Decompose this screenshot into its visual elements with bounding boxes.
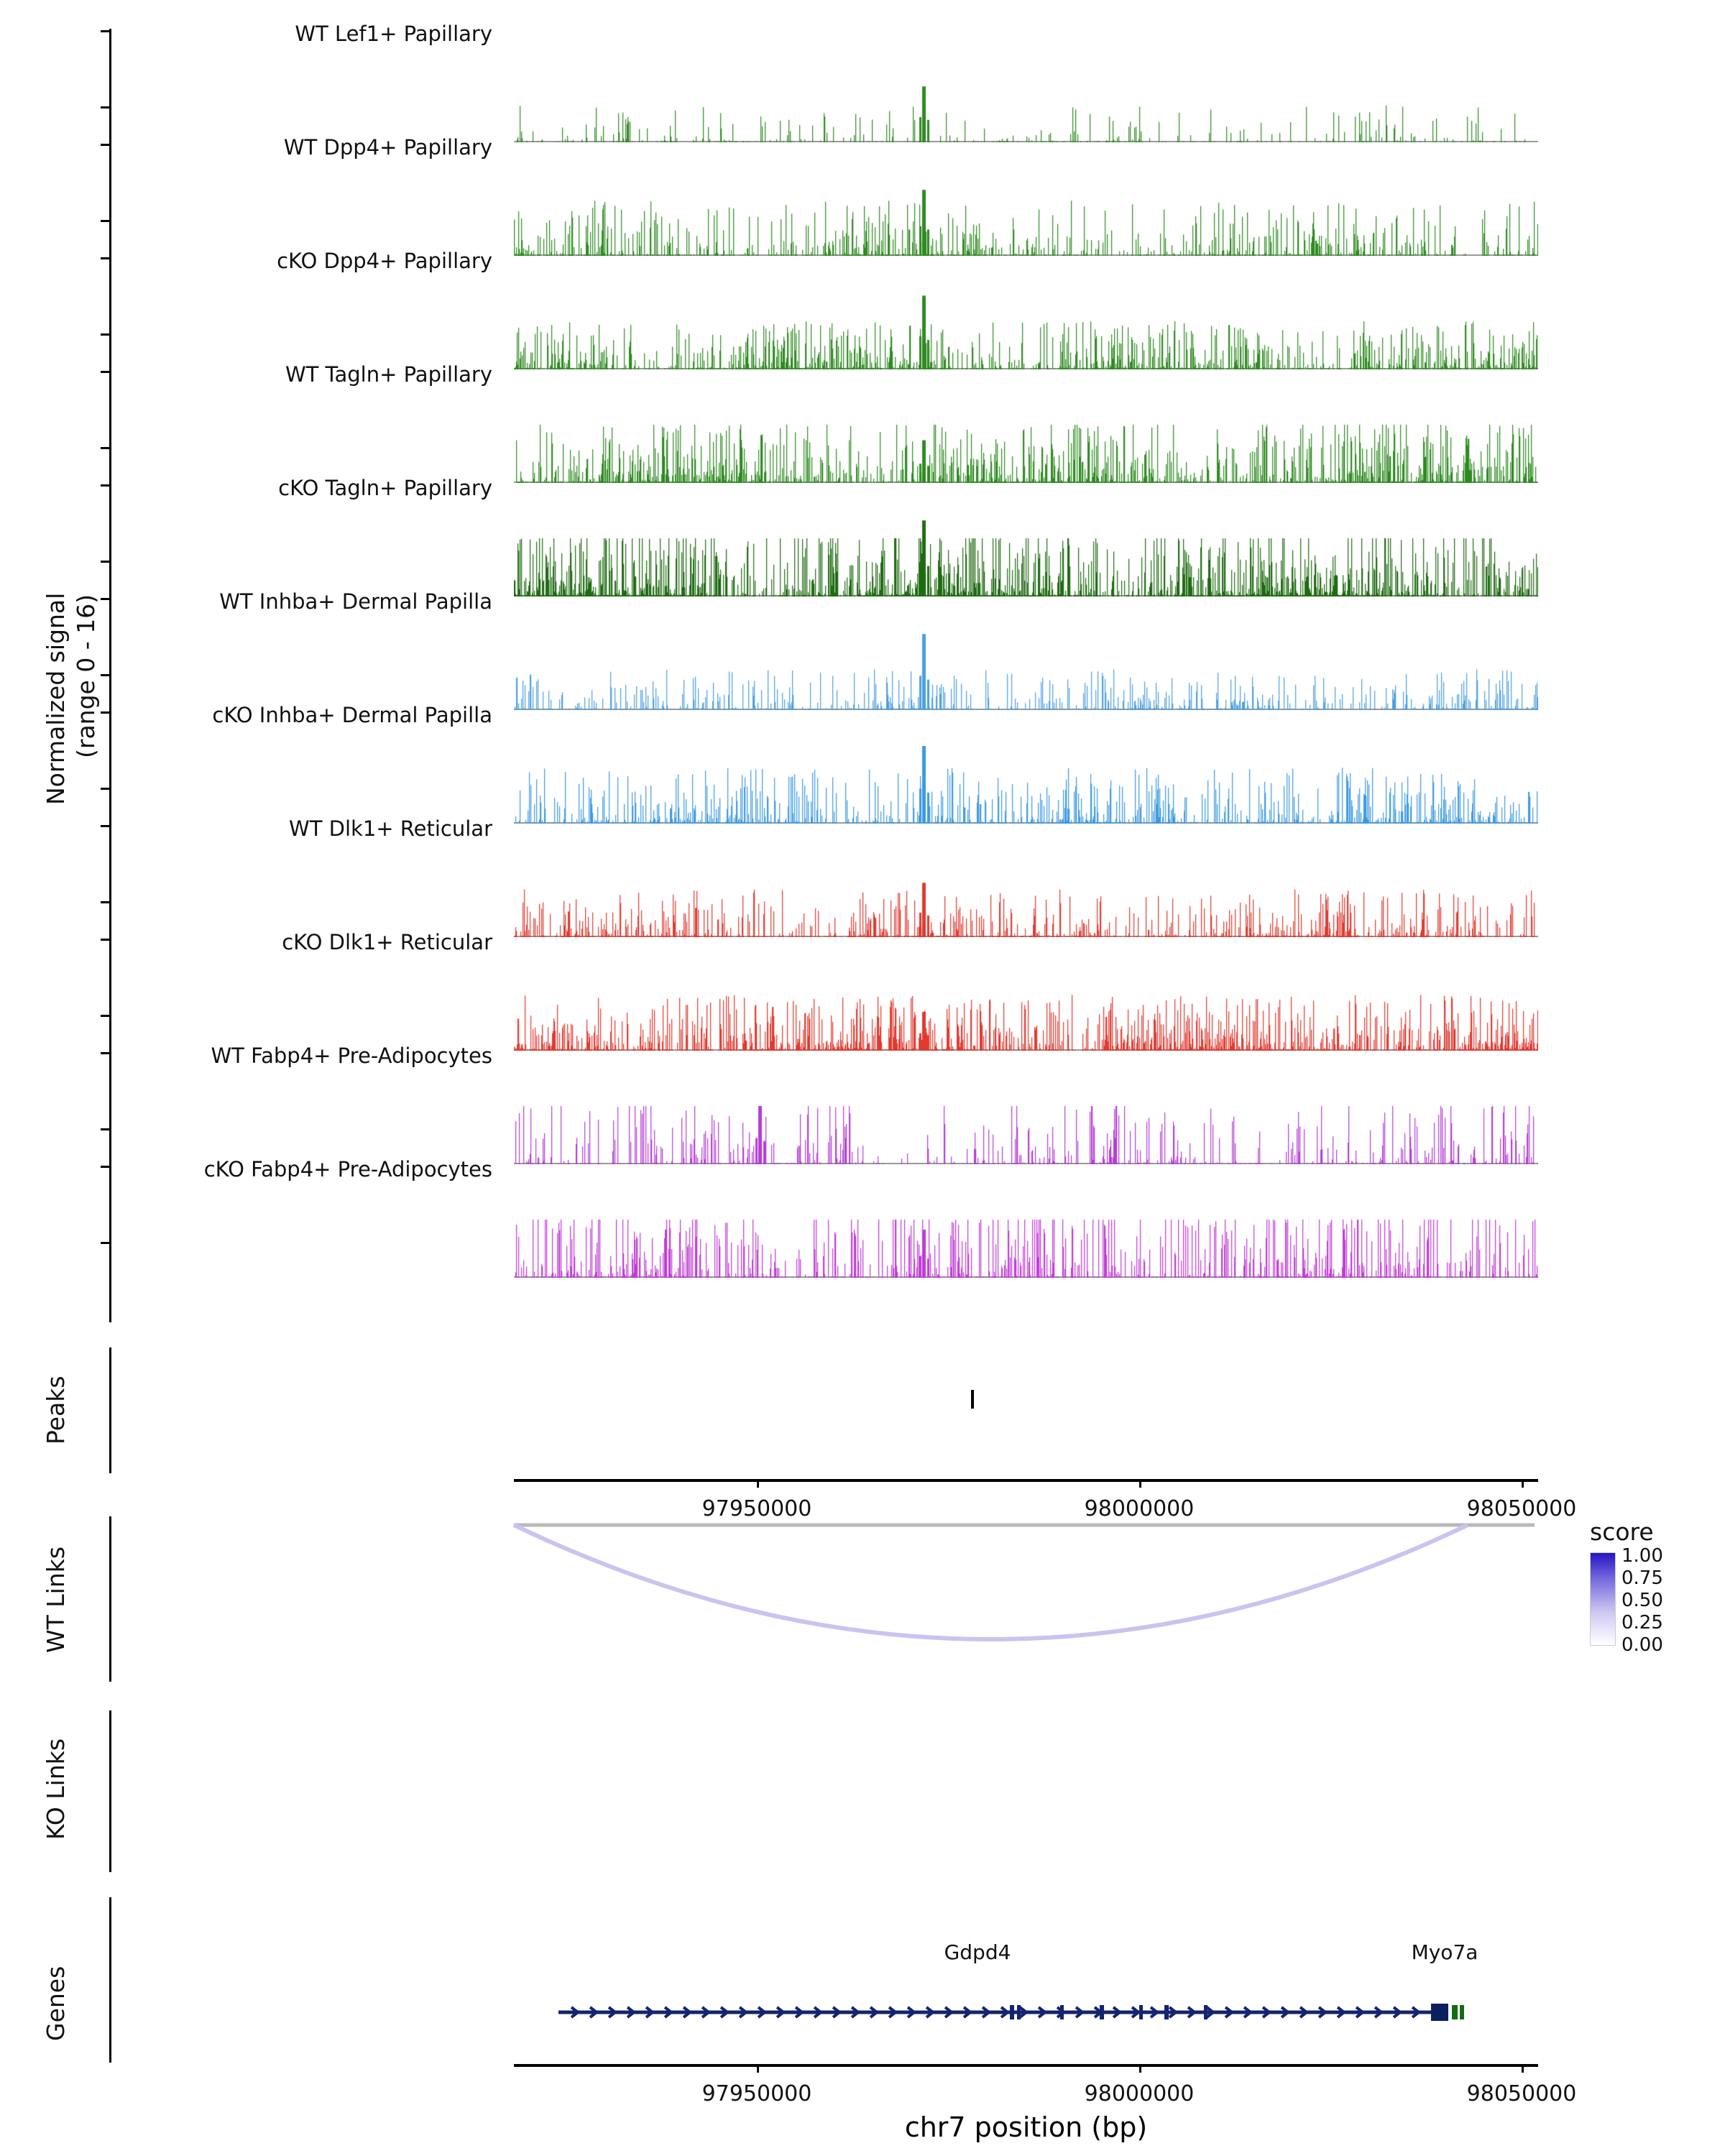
- track-label: WT Dpp4+ Papillary: [283, 135, 492, 160]
- track-signal-canvas: [514, 1200, 1538, 1278]
- y-axis-tick: [101, 561, 111, 563]
- ko-links-panel-spine: [109, 1710, 111, 1872]
- legend-colorbar: [1590, 1552, 1616, 1646]
- genes-x-axis: [514, 2064, 1538, 2067]
- y-axis-tick: [101, 333, 111, 336]
- track-label: WT Fabp4+ Pre-Adipocytes: [211, 1044, 492, 1068]
- genes-x-ticklabel: 97950000: [702, 2081, 812, 2106]
- signal-track: [514, 746, 1538, 824]
- track-label: cKO Inhba+ Dermal Papilla: [212, 703, 492, 727]
- peaks-x-tick: [1139, 1479, 1141, 1488]
- peak-mark: [971, 1390, 974, 1409]
- track-signal-canvas: [514, 178, 1538, 256]
- signal-track: [514, 178, 1538, 256]
- genes-x-tick: [1522, 2064, 1524, 2073]
- y-axis-tick: [101, 1166, 111, 1168]
- track-signal-canvas: [514, 519, 1538, 596]
- genes-x-tick: [757, 2064, 759, 2073]
- y-axis-tick: [101, 1242, 111, 1244]
- genes-x-ticklabel: 98000000: [1084, 2081, 1195, 2106]
- genes-x-tick: [1139, 2064, 1141, 2073]
- panel-label-genes: Genes: [42, 1966, 70, 2041]
- y-axis-tick: [101, 257, 111, 259]
- track-signal-canvas: [514, 65, 1538, 142]
- y-axis-tick: [101, 1052, 111, 1054]
- legend-tick: 0.25: [1622, 1612, 1663, 1634]
- y-axis-tick: [101, 788, 111, 790]
- y-axis-tick: [101, 106, 111, 109]
- legend-tick: 0.00: [1622, 1634, 1663, 1656]
- track-label: WT Dlk1+ Reticular: [289, 816, 492, 841]
- track-label: cKO Tagln+ Papillary: [278, 476, 492, 500]
- y-axis-tick: [101, 598, 111, 600]
- track-label: WT Inhba+ Dermal Papilla: [219, 589, 492, 614]
- signal-track: [514, 405, 1538, 483]
- track-signal-canvas: [514, 1087, 1538, 1164]
- legend-tick: 0.75: [1622, 1567, 1663, 1589]
- signal-track: [514, 1200, 1538, 1278]
- track-signal-canvas: [514, 405, 1538, 483]
- peaks-x-ticklabel: 98050000: [1466, 1496, 1577, 1521]
- peaks-x-axis: [514, 1479, 1538, 1482]
- track-signal-canvas: [514, 632, 1538, 710]
- y-axis-tick: [101, 371, 111, 373]
- panel-label-wt-links: WT Links: [42, 1546, 70, 1653]
- y-axis-tick: [101, 901, 111, 903]
- y-axis-label-line2: (range 0 - 16): [72, 594, 100, 758]
- legend-tick: 1.00: [1622, 1545, 1663, 1567]
- gene-label-myo7a: Myo7a: [1411, 1940, 1478, 1964]
- legend-tick: 0.50: [1622, 1590, 1663, 1611]
- y-axis-tick: [101, 1015, 111, 1017]
- y-axis-label-line1: Normalized signal: [42, 592, 70, 805]
- y-axis-tick: [101, 825, 111, 827]
- track-signal-canvas: [514, 746, 1538, 824]
- track-label: cKO Dpp4+ Papillary: [277, 249, 492, 273]
- y-axis-tick: [101, 447, 111, 449]
- signal-track: [514, 860, 1538, 937]
- y-axis-tick: [101, 674, 111, 676]
- y-axis-tick: [101, 711, 111, 714]
- peaks-panel-spine: [109, 1348, 111, 1473]
- track-label: WT Tagln+ Papillary: [285, 362, 492, 387]
- panel-label-peaks: Peaks: [42, 1376, 70, 1445]
- track-label: cKO Dlk1+ Reticular: [282, 930, 492, 954]
- peaks-x-ticklabel: 98000000: [1084, 1496, 1195, 1521]
- y-axis-tick: [101, 484, 111, 487]
- peaks-x-ticklabel: 97950000: [702, 1496, 812, 1521]
- genes-x-ticklabel: 98050000: [1466, 2081, 1577, 2106]
- legend-title: score: [1590, 1518, 1654, 1546]
- y-axis-tick: [101, 30, 111, 32]
- gene-model-track: [514, 1991, 1538, 2034]
- genes-panel-spine: [109, 1897, 111, 2063]
- signal-track: [514, 519, 1538, 596]
- y-axis-tick: [101, 220, 111, 222]
- track-label: WT Lef1+ Papillary: [295, 22, 492, 46]
- y-axis-tick: [101, 1128, 111, 1130]
- panel-label-ko-links: KO Links: [42, 1738, 70, 1840]
- signal-track: [514, 65, 1538, 142]
- track-signal-canvas: [514, 860, 1538, 937]
- signal-track: [514, 292, 1538, 369]
- track-signal-canvas: [514, 292, 1538, 369]
- y-axis-tick: [101, 939, 111, 941]
- wt-links-panel-spine: [109, 1516, 111, 1682]
- signal-track: [514, 973, 1538, 1051]
- signal-track: [514, 1087, 1538, 1164]
- peaks-x-tick: [757, 1479, 759, 1488]
- peaks-x-tick: [1522, 1479, 1524, 1488]
- signal-track: [514, 632, 1538, 710]
- x-axis-title: chr7 position (bp): [904, 2111, 1148, 2143]
- y-axis-tick: [101, 144, 111, 146]
- track-signal-canvas: [514, 973, 1538, 1051]
- gene-label-gdpd4: Gdpd4: [944, 1940, 1011, 1964]
- wt-links-arcs: [496, 1516, 1552, 1689]
- track-label: cKO Fabp4+ Pre-Adipocytes: [203, 1157, 492, 1181]
